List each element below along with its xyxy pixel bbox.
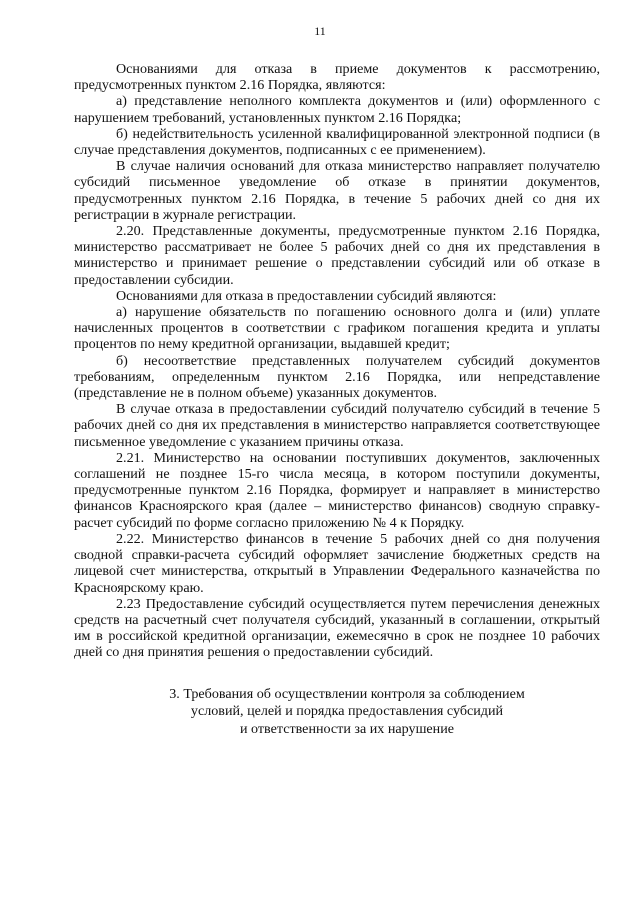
- paragraph-subsidy-refusal-a: а) нарушение обязательств по погашению основного долга и (или) уплате начисленных процентов в соответствии с графиком погашения кредита и уплаты процентов по нему кредитной организации, выдавшей кредит;: [74, 304, 600, 353]
- paragraph-refusal-ground-a: а) представление неполного комплекта документов и (или) оформленного с нарушением требований, установленных пунктом 2.16 Порядка;: [74, 93, 600, 126]
- section-heading-line-1: 3. Требования об осуществлении контроля за соблюдением: [169, 685, 525, 702]
- section-heading: [74, 686, 600, 739]
- paragraph-2-23: 2.23 Предоставление субсидий осуществляется путем перечисления денежных средств на расчетный счет получателя субсидий, указанный в соглашении, открытый им в российской кредитной организации, ежемесячно в срок не позднее 10 рабочих дней со дня принятия решения о предоставлении субсидий.: [74, 595, 600, 661]
- paragraph-subsidy-refusal-intro: Основаниями для отказа в предоставлении субсидий являются:: [116, 287, 497, 304]
- section-heading-line-3: и ответственности за их нарушение: [239, 720, 455, 737]
- paragraph-refusal-grounds-intro: Основаниями для отказа в приеме документов к рассмотрению, предусмотренных пунктом 2.16 Порядка, являются:: [74, 61, 600, 94]
- paragraph-2-21: 2.21. Министерство на основании поступивших документов, заключенных соглашений не позднее 15-го числа месяца, в котором поступили документы, предусмотренные пунктом 2.16 Порядка, формирует и направляет в министерство финансов Красноярского края (далее – министерство финансов) сводную справку-расчет субсидий по форме согласно приложению № 4 к Порядку.: [74, 449, 600, 531]
- paragraph-subsidy-refusal-notice: В случае отказа в предоставлении субсидий получателю субсидий в течение 5 рабочих дней со дня их представления в министерство направляется соответствующее письменное уведомление с указанием причины отказа.: [74, 401, 600, 450]
- paragraph-refusal-notice: В случае наличия оснований для отказа министерство направляет получателю субсидий письменное уведомление об отказе в принятии документов, предусмотренных пунктом 2.16 Порядка, в течение 5 рабочих дней со дня их регистрации в журнале регистрации.: [74, 158, 600, 223]
- paragraph-refusal-ground-b: б) недействительность усиленной квалифицированной электронной подписи (в случае представления документов, подписанных с ее применением).: [74, 125, 600, 159]
- paragraph-2-20: 2.20. Представленные документы, предусмотренные пунктом 2.16 Порядка, министерство рассматривает не более 5 рабочих дней со дня их представления в министерство и принимает решение о представлении субсидий или об отказе в предоставлении субсидии.: [74, 223, 600, 288]
- document-body: [74, 61, 600, 738]
- section-heading-line-2: условий, целей и порядка предоставления субсидий: [190, 703, 504, 720]
- paragraph-subsidy-refusal-b: б) несоответствие представленных получателем субсидий документов требованиям, определенным пунктом 2.16 Порядка, или непредставление (представление не в полном объеме) указанных документов.: [74, 352, 600, 402]
- paragraph-2-22: 2.22. Министерство финансов в течение 5 рабочих дней со дня получения сводной справки-расчета субсидий оформляет зачисление бюджетных средств на лицевой счет министерства, открытый в Управлении Федерального казначейства по Красноярскому краю.: [74, 530, 600, 596]
- page-number: 11: [314, 24, 326, 38]
